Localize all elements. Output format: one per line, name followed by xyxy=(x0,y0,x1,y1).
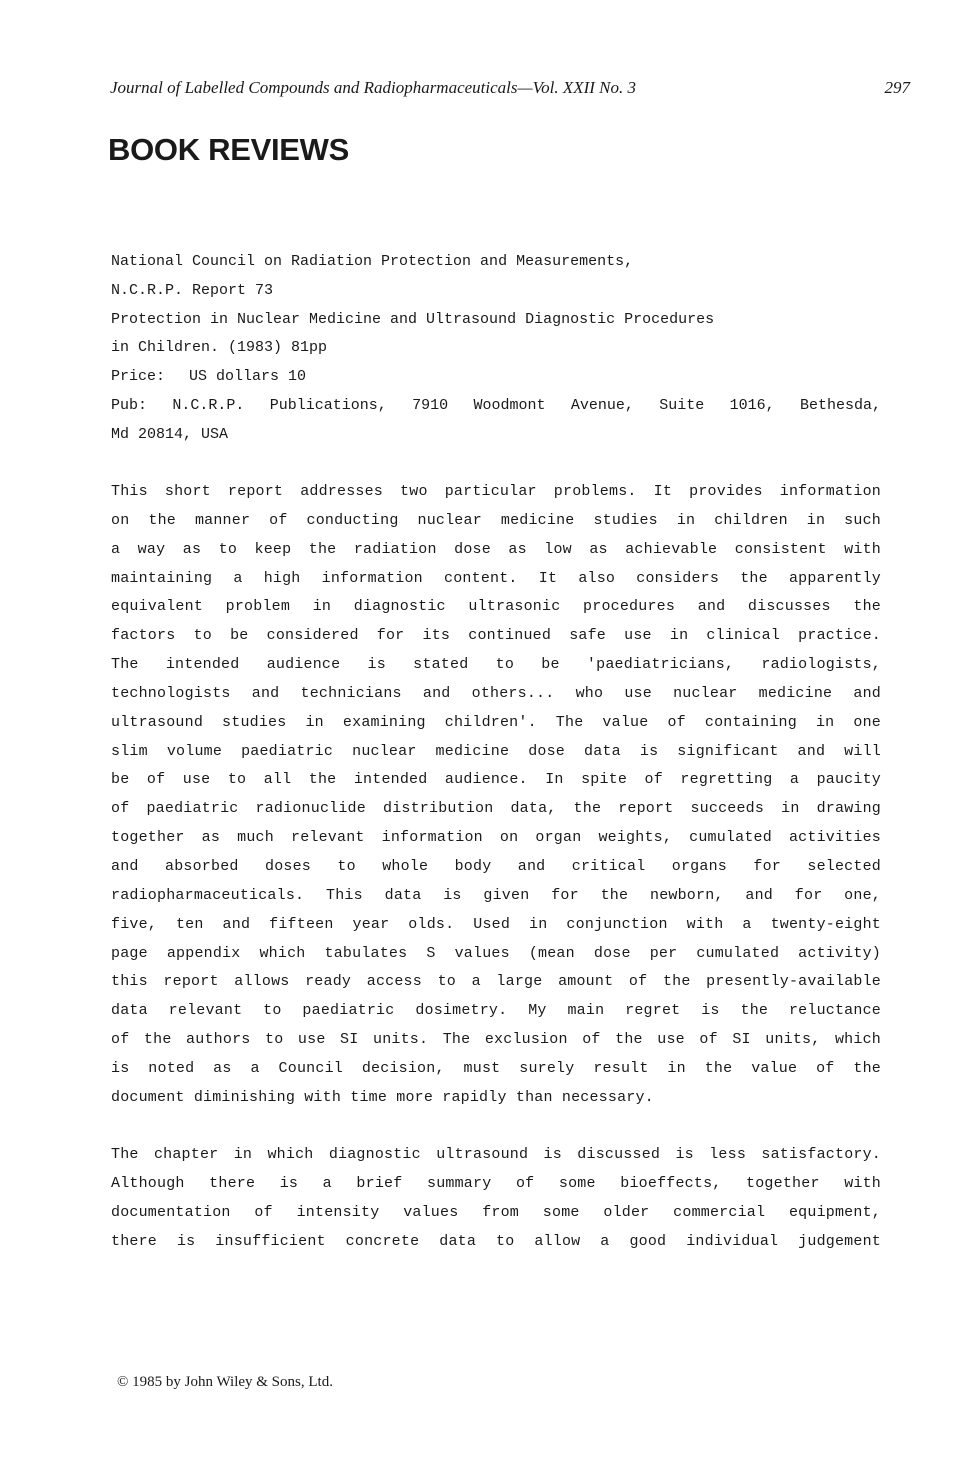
citation-pub-line-1: Pub: N.C.R.P. Publications, 7910 Woodmont Avenue, Suite 1016, Bethesda, xyxy=(111,396,881,414)
paragraph-line: equivalent problem in diagnostic ultrasonic procedures and discusses the xyxy=(111,598,881,616)
paragraph-line: ultrasound studies in examining children'. The value of containing in one xyxy=(111,713,881,731)
paragraph-line: a way as to keep the radiation dose as low as achievable consistent with xyxy=(111,540,881,558)
paragraph-line: is noted as a Council decision, must surely result in the value of the xyxy=(111,1059,881,1077)
paragraph-line: be of use to all the intended audience. In spite of regretting a paucity xyxy=(111,771,881,789)
paragraph-line: factors to be considered for its continued safe use in clinical practice. xyxy=(111,627,881,645)
copyright-notice: © 1985 by John Wiley & Sons, Ltd. xyxy=(117,1374,333,1390)
paragraph-line: maintaining a high information content. It also considers the apparently xyxy=(111,569,881,587)
paragraph-line: there is insufficient concrete data to allow a good individual judgement xyxy=(111,1232,881,1250)
paragraph-line: together as much relevant information on organ weights, cumulated activities xyxy=(111,829,881,847)
paragraph-line: five, ten and fifteen year olds. Used in conjunction with a twenty-eight xyxy=(111,915,881,933)
paragraph-line: documentation of intensity values from some older commercial equipment, xyxy=(111,1203,881,1221)
section-title: BOOK REVIEWS xyxy=(108,132,349,167)
paragraph-line: data relevant to paediatric dosimetry. My main regret is the reluctance xyxy=(111,1002,881,1020)
page-number: 297 xyxy=(884,78,910,97)
paragraph-line: document diminishing with time more rapidly than necessary. xyxy=(111,1088,654,1106)
book-citation xyxy=(111,248,881,450)
paragraph-line: Although there is a brief summary of some bioeffects, together with xyxy=(111,1174,881,1192)
running-head xyxy=(110,78,910,98)
paragraph-line: slim volume paediatric nuclear medicine dose data is significant and will xyxy=(111,742,881,760)
paragraph-line: of paediatric radionuclide distribution data, the report succeeds in drawing xyxy=(111,800,881,818)
paragraph-line: technologists and technicians and others... who use nuclear medicine and xyxy=(111,684,881,702)
citation-report-number: N.C.R.P. Report 73 xyxy=(111,281,274,299)
citation-title-line-1: Protection in Nuclear Medicine and Ultrasound Diagnostic Procedures xyxy=(111,310,715,328)
paragraph-line: on the manner of conducting nuclear medicine studies in children in such xyxy=(111,511,881,529)
review-paragraph-2 xyxy=(111,1141,881,1256)
paragraph-line: and absorbed doses to whole body and critical organs for selected xyxy=(111,857,881,875)
paragraph-line: radiopharmaceuticals. This data is given for the newborn, and for one, xyxy=(111,886,881,904)
paragraph-line: The intended audience is stated to be 'paediatricians, radiologists, xyxy=(111,656,881,674)
price-label: Price: xyxy=(111,368,166,386)
paragraph-line: The chapter in which diagnostic ultrasound is discussed is less satisfactory. xyxy=(111,1146,881,1163)
journal-title: Journal of Labelled Compounds and Radiopharmaceuticals—Vol. XXII No. 3 xyxy=(110,78,637,97)
citation-title-line-2: in Children. (1983) 81pp xyxy=(111,339,328,357)
paragraph-line: this report allows ready access to a large amount of the presently-available xyxy=(111,973,881,991)
citation-publisher-org: National Council on Radiation Protection and Measurements, xyxy=(111,253,634,270)
price-value: US dollars 10 xyxy=(189,368,307,386)
review-paragraph-1 xyxy=(111,478,881,1113)
paragraph-line: page appendix which tabulates S values (mean dose per cumulated activity) xyxy=(111,944,881,962)
paragraph-line: of the authors to use SI units. The exclusion of the use of SI units, which xyxy=(111,1031,881,1049)
citation-pub-line-2: Md 20814, USA xyxy=(111,425,229,443)
paragraph-line: This short report addresses two particular problems. It provides information xyxy=(111,483,881,500)
citation-price xyxy=(111,363,881,392)
